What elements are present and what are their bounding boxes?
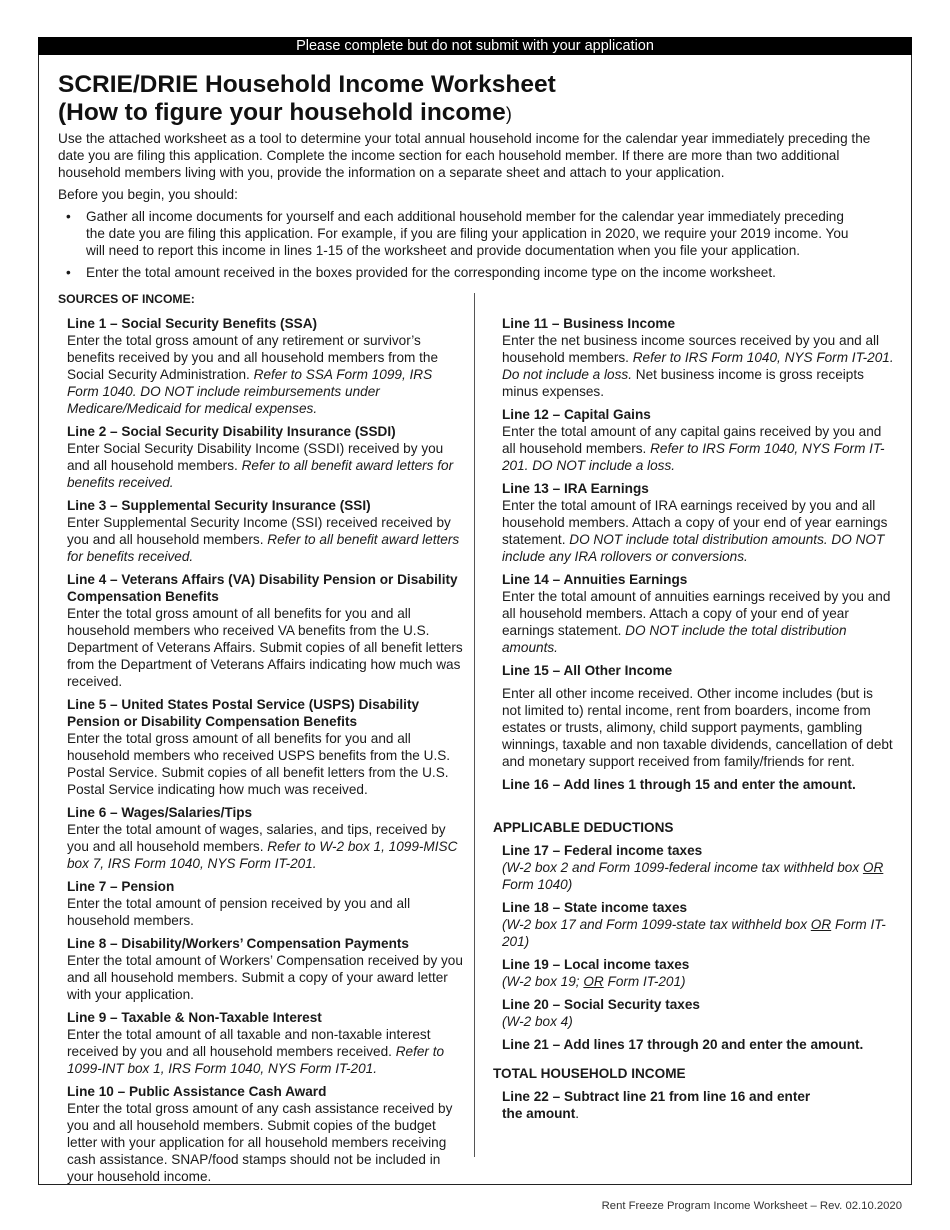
bullet-list: [58, 208, 858, 286]
line-body: Enter the total gross amount of all benefits for you and all household members who received USPS benefits from the U.S. Postal Service. Submit copies of all benefit letters from the U.S. Postal Service indicating how much was received.: [67, 731, 451, 797]
line-body: Enter Supplemental Security Income (SSI) received received by you and all household members. Refer to all benefit award letters for benefits received.: [67, 515, 460, 564]
line-title: Line 15 – All Other Income: [502, 663, 673, 678]
left-column: [67, 315, 467, 1191]
intro-paragraph: Use the attached worksheet as a tool to determine your total annual household income for the calendar year immediately preceding the date you are filing this application. Complete the income section for each household member. If there are more than two additional household members living with you, provide the information on a separate sheet and attach to your application.: [58, 131, 871, 180]
line-10: [67, 1083, 467, 1185]
line-title: Line 10 – Public Assistance Cash Award: [67, 1084, 327, 1099]
line-body: Enter the total amount of pension received by you and all household members.: [67, 896, 411, 928]
line-body: Enter the total amount of Workers’ Compensation received by you and all household members. Submit a copy of your award letter with your application.: [67, 953, 463, 1002]
line-1: [67, 315, 467, 417]
line-6: [67, 804, 467, 872]
line-body: (W-2 box 19; OR Form IT-201): [502, 974, 686, 989]
title-line-2: (How to figure your household income: [58, 99, 506, 126]
total-household-income-header: TOTAL HOUSEHOLD INCOME: [493, 1066, 686, 1081]
before-text: Before you begin, you should:: [58, 187, 238, 202]
line-11: [502, 315, 894, 400]
line-5: [67, 696, 467, 798]
right-column: [493, 315, 894, 1122]
line-title: Line 7 – Pension: [67, 879, 175, 894]
line-4: [67, 571, 467, 690]
line-body: Enter the net business income sources received by you and all household members. Refer to IRS Form 1040, NYS Form IT-201. Do not include a loss. Net business income is gross receipts minus expenses.: [502, 333, 894, 399]
line-body: Enter the total gross amount of any cash assistance received by you and all household members. Submit copies of the budget letter with your application for all household members receiving cash assistance. SNAP/food stamps should not be included in your household income.: [67, 1101, 453, 1184]
line-title: Line 11 – Business Income: [502, 316, 676, 331]
line-body: Enter the total amount of wages, salaries, and tips, received by you and all household members. Refer to W-2 box 1, 1099-MISC box 7, IRS Form 1040, NYS Form IT-201.: [67, 822, 458, 871]
line-title: Line 20 – Social Security taxes: [502, 997, 700, 1012]
line-body: Enter the total gross amount of any retirement or survivor’s benefits received by you and all household members from the Social Security Administration. Refer to SSA Form 1099, IRS Form 1040. DO NOT include reimbursements under Medicare/Medicaid for medical expenses.: [67, 333, 439, 416]
line-title: Line 13 – IRA Earnings: [502, 481, 649, 496]
line-22: Line 22 – Subtract line 21 from line 16 and enter the amount.: [502, 1089, 811, 1121]
line-body: (W-2 box 2 and Form 1099-federal income tax withheld box OR Form 1040): [502, 860, 884, 892]
line-title: Line 6 – Wages/Salaries/Tips: [67, 805, 253, 820]
line-title: Line 4 – Veterans Affairs (VA) Disability Pension or Disability Compensation Benefits: [67, 572, 458, 604]
line-20: [502, 996, 894, 1030]
line-title: Line 2 – Social Security Disability Insurance (SSDI): [67, 424, 396, 439]
line-title: Line 5 – United States Postal Service (USPS) Disability Pension or Disability Compensation Benefits: [67, 697, 420, 729]
line-title: Line 12 – Capital Gains: [502, 407, 651, 422]
line-title: Line 19 – Local income taxes: [502, 957, 690, 972]
line-15: [502, 662, 894, 770]
line-title: Line 9 – Taxable & Non-Taxable Interest: [67, 1010, 322, 1025]
line-12: [502, 406, 894, 474]
line-body: (W-2 box 17 and Form 1099-state tax withheld box OR Form IT-201): [502, 917, 886, 949]
line-7: [67, 878, 467, 929]
line-body: Enter all other income received. Other income includes (but is not limited to) rental income, rent from boarders, income from estates or trusts, alimony, child support payments, gambling winnings, taxable and non taxable dividends, cancellation of debt and monetary support received from family/friends for rent.: [502, 686, 893, 769]
line-17: [502, 842, 894, 893]
line-body: Enter the total amount of all taxable and non-taxable interest received by you and all household members received. Refer to 1099-INT box 1, IRS Form 1040, NYS Form IT-201.: [67, 1027, 445, 1076]
line-title: Line 8 – Disability/Workers’ Compensation Payments: [67, 936, 409, 951]
footer-text: Rent Freeze Program Income Worksheet – Rev. 02.10.2020: [601, 1200, 902, 1212]
line-19: [502, 956, 894, 990]
line-13: [502, 480, 894, 565]
bullet-item: • Gather all income documents for yourself and each additional household member for the calendar year immediately preceding the date you are filing this application. For example, if you are filing your application in 2020, we require your 2019 income. You will need to report this income in lines 1-15 of the worksheet and provide documentation when you file your application.: [58, 208, 858, 259]
line-9: [67, 1009, 467, 1077]
line-2: [67, 423, 467, 491]
banner: Please complete but do not submit with your application: [38, 37, 912, 55]
line-3: [67, 497, 467, 565]
line-body: (W-2 box 4): [502, 1014, 573, 1029]
line-18: [502, 899, 894, 950]
deductions-header: APPLICABLE DEDUCTIONS: [493, 820, 674, 835]
line-body: Enter the total amount of annuities earnings received by you and all household members. Attach a copy of your end of year earnings statement. DO NOT include the total distribution amounts.: [502, 589, 891, 655]
line-title: Line 3 – Supplemental Security Insurance (SSI): [67, 498, 371, 513]
line-body: Enter Social Security Disability Income (SSDI) received by you and all household members. Refer to all benefit award letters for benefits received.: [67, 441, 454, 490]
line-title: Line 18 – State income taxes: [502, 900, 688, 915]
title-paren: ): [505, 104, 512, 124]
title-line-1: SCRIE/DRIE Household Income Worksheet: [58, 71, 556, 98]
line-16: Line 16 – Add lines 1 through 15 and enter the amount.: [502, 777, 856, 792]
line-body: Enter the total amount of IRA earnings received by you and all household members. Attach a copy of your end of year earnings statement. DO NOT include total distribution amounts. DO NOT include any IRA rollovers or conversions.: [502, 498, 888, 564]
bullet-item: • Enter the total amount received in the boxes provided for the corresponding income type on the income worksheet.: [58, 264, 858, 281]
line-title: Line 14 – Annuities Earnings: [502, 572, 688, 587]
line-body: Enter the total amount of any capital gains received by you and all household members. Refer to IRS Form 1040, NYS Form IT-201. DO NOT include a loss.: [502, 424, 885, 473]
line-21: Line 21 – Add lines 17 through 20 and enter the amount.: [502, 1037, 864, 1052]
line-8: [67, 935, 467, 1003]
line-title: Line 17 – Federal income taxes: [502, 843, 703, 858]
sources-header: SOURCES OF INCOME:: [58, 292, 195, 306]
line-body: Enter the total gross amount of all benefits for you and all household members who received VA benefits from the U.S. Department of Veterans Affairs. Submit copies of all benefit letters from the Department of Veterans Affairs indicating how much was received.: [67, 606, 463, 689]
line-title: Line 1 – Social Security Benefits (SSA): [67, 316, 318, 331]
column-divider: [474, 293, 475, 1157]
line-14: [502, 571, 894, 656]
page-title: [58, 71, 878, 128]
